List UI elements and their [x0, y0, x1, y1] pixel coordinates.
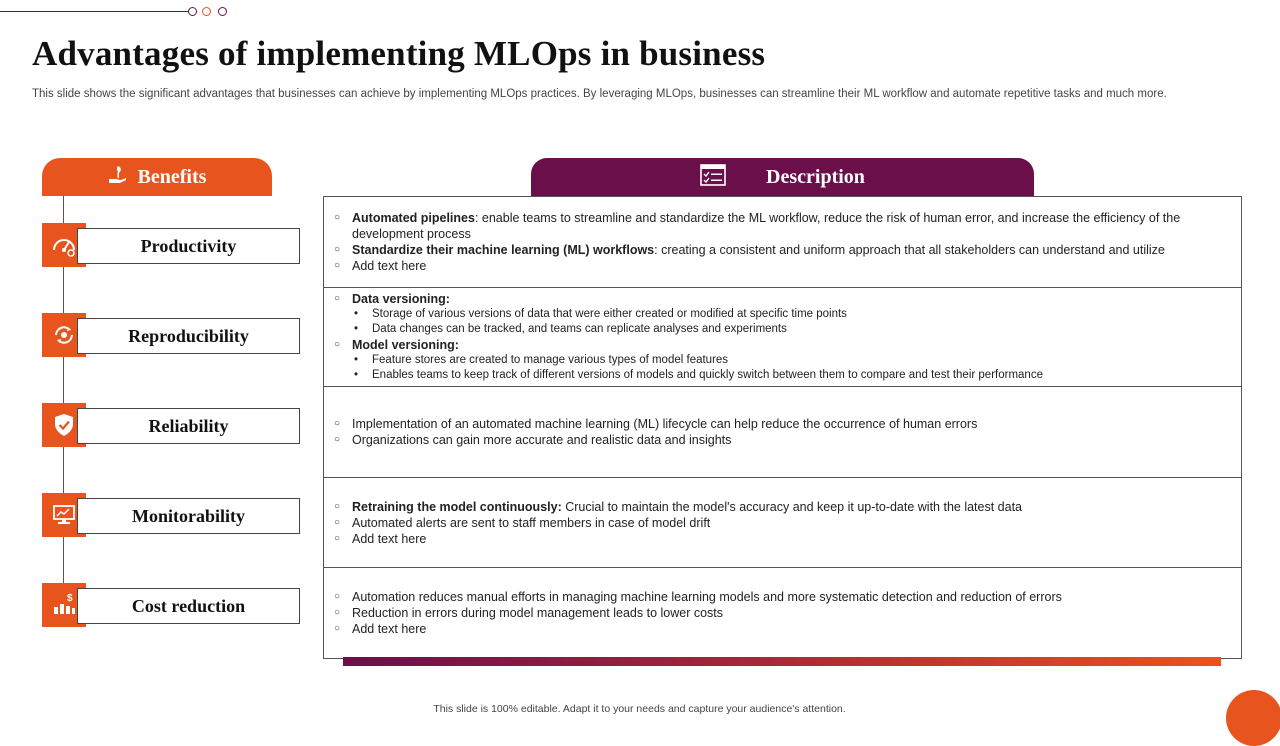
page-title: Advantages of implementing MLOps in business — [32, 34, 766, 73]
benefit-productivity: Productivity — [77, 228, 300, 264]
bullet-text: : enable teams to streamline and standardize the ML workflow, reduce the risk of human error, and increase the efficiency of the development process — [352, 211, 1181, 241]
sub-list-item — [334, 307, 1217, 322]
circle-bullet-icon: ○ — [334, 212, 341, 223]
list-item — [334, 291, 1217, 307]
description-reliability — [324, 387, 1241, 478]
footer-note — [0, 703, 1280, 715]
bullet-text: Organizations can gain more accurate and realistic data and insights — [352, 433, 732, 447]
circle-bullet-icon: ○ — [334, 500, 341, 512]
benefit-reliability: Reliability — [77, 408, 300, 444]
list-item — [334, 210, 1217, 242]
list-item — [334, 432, 1217, 448]
decorative-dot — [188, 7, 197, 16]
circle-bullet-icon: ○ — [334, 260, 341, 271]
circle-bullet-icon: ○ — [334, 434, 341, 445]
hand-plant-icon — [108, 164, 128, 191]
list-item — [334, 515, 1217, 531]
dot-bullet-icon: • — [354, 369, 359, 381]
bullet-text: Add text here — [352, 531, 427, 546]
circle-bullet-icon: ○ — [334, 418, 341, 429]
dot-bullet-icon: • — [354, 323, 359, 335]
svg-text:$: $ — [67, 593, 73, 604]
sub-bullet-text: Enables teams to keep track of different versions of models and quickly switch between them to compare and test their performance — [372, 369, 1043, 381]
list-item — [334, 258, 1217, 274]
bullet-text: Add text here — [352, 622, 427, 636]
footer-text: This slide is 100% editable. Adapt it to your needs and capture your audience's attention. — [433, 703, 846, 715]
bullet-text: : creating a consistent and uniform approach that all stakeholders can understand and utilize — [654, 243, 1165, 257]
bullet-text: Crucial to maintain the model's accuracy and keep it up-to-date with the latest data — [561, 499, 1023, 514]
list-item — [334, 589, 1217, 605]
circle-bullet-icon: ○ — [334, 516, 341, 528]
dot-bullet-icon: • — [354, 308, 359, 320]
list-item — [334, 337, 1217, 353]
sub-list-item — [334, 322, 1217, 337]
bullet-text: Add text here — [352, 259, 427, 273]
description-reproducibility — [324, 288, 1241, 387]
decorative-dot — [218, 7, 227, 16]
bullet-bold-text: Data versioning: — [352, 292, 450, 306]
dot-bullet-icon: • — [354, 354, 359, 366]
corner-decorative-circle — [1226, 690, 1280, 746]
benefits-header-label: Benefits — [137, 165, 207, 188]
list-item — [334, 621, 1217, 637]
bullet-text: Reduction in errors during model management leads to lower costs — [352, 606, 724, 620]
sub-bullet-text: Feature stores are created to manage various types of model features — [372, 354, 729, 366]
circle-bullet-icon: ○ — [334, 607, 341, 618]
list-item — [334, 242, 1217, 258]
description-table — [323, 196, 1242, 659]
bullet-bold-text: Automated pipelines — [352, 211, 475, 225]
sub-list-item — [334, 353, 1217, 368]
circle-bullet-icon: ○ — [334, 339, 341, 350]
sub-list-item — [334, 368, 1217, 383]
benefit-cost-reduction: Cost reduction — [77, 588, 300, 624]
bullet-text: Automation reduces manual efforts in managing machine learning models and more systematic detection and reduction of errors — [352, 590, 1062, 604]
sub-bullet-text: Storage of various versions of data that were either created or modified at specific time points — [372, 308, 847, 320]
description-header-label: Description — [766, 165, 865, 188]
list-item — [334, 499, 1217, 515]
description-header — [531, 158, 1034, 196]
benefits-header — [42, 158, 272, 196]
list-item — [334, 531, 1217, 547]
circle-bullet-icon: ○ — [334, 623, 341, 634]
bullet-bold-text: Standardize their machine learning (ML) workflows — [352, 243, 655, 257]
description-monitorability — [324, 478, 1241, 568]
description-productivity — [324, 197, 1241, 288]
top-decorative-line — [0, 11, 190, 12]
circle-bullet-icon: ○ — [334, 293, 341, 304]
circle-bullet-icon: ○ — [334, 244, 341, 255]
decorative-dot — [202, 7, 211, 16]
gradient-accent-bar — [343, 657, 1221, 666]
bullet-text: Implementation of an automated machine learning (ML) lifecycle can help reduce the occurrence of human errors — [352, 417, 978, 431]
list-item — [334, 416, 1217, 432]
page-subtitle: This slide shows the significant advantages that businesses can achieve by implementing MLOps practices. By leveraging MLOps, businesses can streamline their ML workflow and automate repetitive tasks and much more. — [32, 88, 1167, 100]
benefit-monitorability: Monitorability — [77, 498, 300, 534]
benefit-reproducibility: Reproducibility — [77, 318, 300, 354]
bullet-bold-text: Retraining the model continuously: — [352, 499, 562, 514]
circle-bullet-icon: ○ — [334, 591, 341, 602]
bullet-text: Automated alerts are sent to staff members in case of model drift — [352, 515, 711, 530]
sub-bullet-text: Data changes can be tracked, and teams can replicate analyses and experiments — [372, 323, 787, 335]
bullet-bold-text: Model versioning: — [352, 338, 459, 352]
description-cost-reduction — [324, 568, 1241, 659]
checklist-icon — [700, 164, 726, 191]
circle-bullet-icon: ○ — [334, 532, 341, 544]
list-item — [334, 605, 1217, 621]
